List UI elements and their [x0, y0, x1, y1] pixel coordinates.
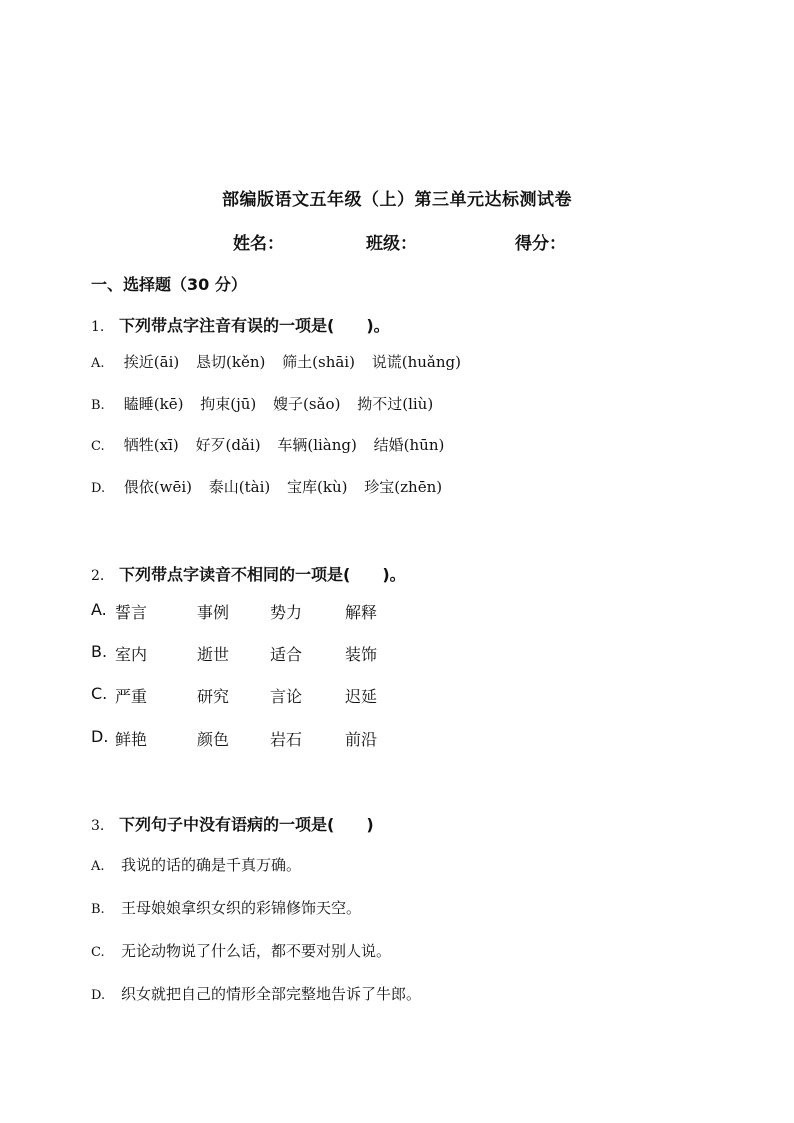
option-letter: A.	[91, 356, 105, 371]
option-word: 鲜艳	[115, 730, 148, 749]
option-item: 筛土(shāi)	[282, 353, 355, 371]
option-item: 挨近(āi)	[123, 353, 180, 371]
option-item: 说谎(huǎng)	[371, 353, 461, 371]
q3-option-a	[91, 854, 301, 875]
question-2	[91, 562, 406, 585]
option-letter: C.	[91, 439, 105, 454]
option-item: 车辆(liàng)	[277, 436, 357, 454]
document-title: 部编版语文五年级（上）第三单元达标测试卷	[222, 190, 572, 210]
score-field-label: 得分：	[515, 234, 566, 254]
option-item: 结婚(hūn)	[373, 436, 445, 454]
option-word: 解释	[345, 603, 378, 622]
option-item: 牺牲(xī)	[123, 436, 179, 454]
option-word: 岩石	[270, 730, 303, 749]
option-word: 颜色	[197, 730, 230, 749]
option-word: 誓言	[115, 603, 148, 622]
option-item: 泰山(tài)	[208, 478, 271, 496]
class-field-label: 班级：	[366, 234, 417, 254]
option-letter: D.	[91, 481, 106, 496]
option-text: 织女就把自己的情形全部完整地告诉了牛郎。	[121, 985, 422, 1003]
option-letter: B.	[91, 642, 108, 661]
question-number: 3.	[91, 818, 105, 834]
option-item: 嫂子(sǎo)	[273, 395, 341, 413]
q3-option-b	[91, 897, 361, 918]
option-letter: C.	[91, 945, 105, 960]
option-word: 装饰	[345, 645, 378, 664]
option-text: 无论动物说了什么话，都不要对别人说。	[121, 942, 392, 960]
option-letter: B.	[91, 902, 105, 917]
q1-option-b	[91, 393, 445, 414]
question-text: 下列句子中没有语病的一项是( )	[119, 815, 374, 834]
q2-option-b	[91, 642, 378, 664]
question-text: 下列带点字注音有误的一项是( )。	[119, 316, 390, 335]
option-word: 事例	[197, 603, 230, 622]
option-word: 言论	[270, 687, 303, 706]
name-field-label: 姓名：	[233, 234, 284, 254]
option-letter: A.	[91, 859, 105, 874]
option-item: 偎依(wēi)	[123, 478, 192, 496]
option-item: 宝库(kù)	[287, 478, 348, 496]
q3-option-d	[91, 983, 421, 1004]
q1-option-d	[91, 476, 454, 497]
question-number: 1.	[91, 319, 105, 335]
option-item: 拘束(jū)	[200, 395, 257, 413]
option-word: 室内	[115, 645, 148, 664]
option-letter: C.	[91, 684, 108, 703]
option-word: 研究	[197, 687, 230, 706]
q2-option-a	[91, 600, 378, 622]
option-word: 迟延	[345, 687, 378, 706]
option-item: 好歹(dǎi)	[195, 436, 261, 454]
option-word: 势力	[270, 603, 303, 622]
q1-option-a	[91, 351, 473, 372]
option-word: 适合	[270, 645, 303, 664]
option-item: 珍宝(zhēn)	[364, 478, 443, 496]
option-letter: D.	[91, 727, 109, 746]
option-word: 严重	[115, 687, 148, 706]
option-letter: A.	[91, 600, 107, 619]
question-number: 2.	[91, 568, 105, 584]
option-word: 前沿	[345, 730, 378, 749]
q3-option-c	[91, 940, 391, 961]
question-text: 下列带点字读音不相同的一项是( )。	[119, 565, 406, 584]
q2-option-c	[91, 684, 378, 706]
option-letter: D.	[91, 988, 106, 1003]
option-text: 王母娘娘拿织女织的彩锦修饰天空。	[121, 899, 362, 917]
section-heading: 一、选择题（30 分）	[91, 275, 247, 294]
question-3	[91, 812, 374, 835]
option-item: 恳切(kěn)	[196, 353, 266, 371]
option-word: 逝世	[197, 645, 230, 664]
option-letter: B.	[91, 398, 105, 413]
option-item: 瞌睡(kē)	[123, 395, 184, 413]
option-item: 拗不过(liù)	[357, 395, 434, 413]
option-text: 我说的话的确是千真万确。	[121, 856, 302, 874]
q1-option-c	[91, 434, 456, 455]
q2-option-d	[91, 727, 378, 749]
question-1	[91, 313, 390, 336]
